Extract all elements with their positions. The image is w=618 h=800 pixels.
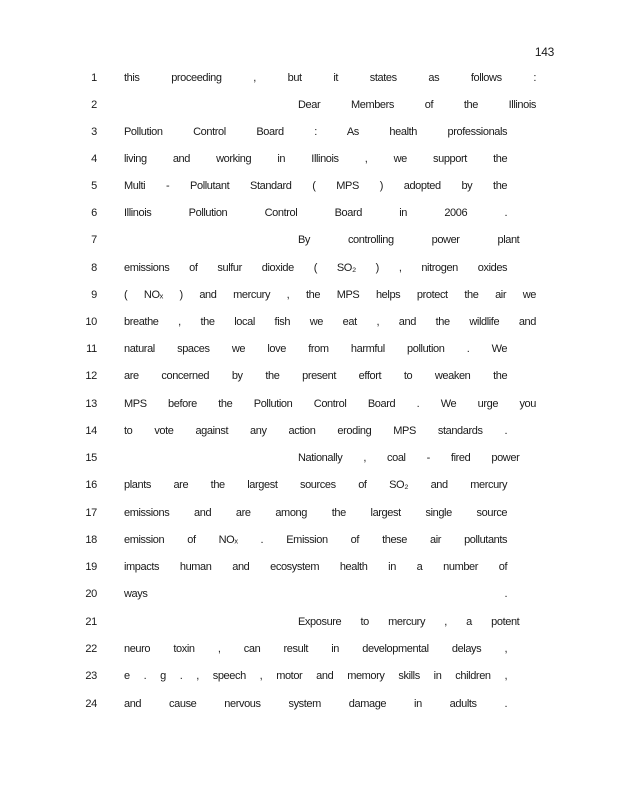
line-text: living and working in Illinois , we support the <box>124 153 508 165</box>
line-text: are concerned by the present effort to weaken the <box>124 370 508 382</box>
line-number: 10 <box>85 316 97 328</box>
line-text: Nationally , coal - fired power <box>298 452 520 464</box>
line-text: emissions of sulfur dioxide ( SO₂ ) , nitrogen oxides <box>124 262 508 274</box>
line-text: emissions and are among the largest single source <box>124 507 508 519</box>
transcript-line <box>0 588 618 604</box>
line-text: neuro toxin , can result in developmental delays , <box>124 643 508 655</box>
line-number: 7 <box>91 234 97 246</box>
line-text: this proceeding , but it states as follows : <box>124 72 536 84</box>
transcript-line <box>0 534 618 550</box>
transcript-line <box>0 698 618 714</box>
page-number: 143 <box>534 45 554 59</box>
line-number: 15 <box>85 452 97 464</box>
line-text: and cause nervous system damage in adults . <box>124 698 508 710</box>
transcript-line <box>0 643 618 659</box>
transcript-line <box>0 343 618 359</box>
line-number: 23 <box>85 670 97 682</box>
line-text: ways . <box>124 588 508 600</box>
transcript-line <box>0 207 618 223</box>
transcript-line <box>0 616 618 632</box>
line-text: Dear Members of the Illinois <box>298 99 536 111</box>
line-number: 4 <box>91 153 97 165</box>
line-number: 6 <box>91 207 97 219</box>
line-text: Multi - Pollutant Standard ( MPS ) adopted by the <box>124 180 508 192</box>
line-text: Illinois Pollution Control Board in 2006 . <box>124 207 508 219</box>
transcript-line <box>0 507 618 523</box>
line-number: 5 <box>91 180 97 192</box>
line-number: 17 <box>85 507 97 519</box>
line-number: 9 <box>91 289 97 301</box>
line-text: Pollution Control Board : As health professionals <box>124 126 508 138</box>
line-text: Exposure to mercury , a potent <box>298 616 520 628</box>
line-number: 1 <box>91 72 97 84</box>
transcript-line <box>0 262 618 278</box>
line-text: By controlling power plant <box>298 234 520 246</box>
line-text: impacts human and ecosystem health in a number of <box>124 561 508 573</box>
transcript-line <box>0 234 618 250</box>
line-number: 16 <box>85 479 97 491</box>
line-text: e . g . , speech , motor and memory skills in children , <box>124 670 508 682</box>
line-number: 20 <box>85 588 97 600</box>
line-number: 14 <box>85 425 97 437</box>
transcript-line <box>0 670 618 686</box>
line-text: MPS before the Pollution Control Board . We urge you <box>124 398 536 410</box>
line-number: 12 <box>85 370 97 382</box>
line-number: 21 <box>85 616 97 628</box>
transcript-line <box>0 370 618 386</box>
line-text: emission of NOₓ . Emission of these air pollutants <box>124 534 508 546</box>
line-text: plants are the largest sources of SO₂ and mercury <box>124 479 508 491</box>
transcript-line <box>0 316 618 332</box>
line-text: to vote against any action eroding MPS standards . <box>124 425 508 437</box>
transcript-line <box>0 180 618 196</box>
line-number: 2 <box>91 99 97 111</box>
transcript-line <box>0 561 618 577</box>
line-number: 11 <box>86 343 97 355</box>
line-number: 13 <box>85 398 97 410</box>
line-number: 19 <box>85 561 97 573</box>
line-number: 3 <box>91 126 97 138</box>
transcript-line <box>0 398 618 414</box>
transcript-line <box>0 99 618 115</box>
transcript-line <box>0 126 618 142</box>
line-text: natural spaces we love from harmful pollution . We <box>124 343 508 355</box>
line-text: ( NOₓ ) and mercury , the MPS helps protect the air we <box>124 289 536 301</box>
transcript-line <box>0 425 618 441</box>
line-text: breathe , the local fish we eat , and the wildlife and <box>124 316 536 328</box>
line-number: 24 <box>85 698 97 710</box>
line-number: 22 <box>85 643 97 655</box>
line-number: 18 <box>85 534 97 546</box>
transcript-line <box>0 452 618 468</box>
line-number: 8 <box>91 262 97 274</box>
transcript-line <box>0 289 618 305</box>
transcript-line <box>0 153 618 169</box>
transcript-line <box>0 479 618 495</box>
transcript-line <box>0 72 618 88</box>
